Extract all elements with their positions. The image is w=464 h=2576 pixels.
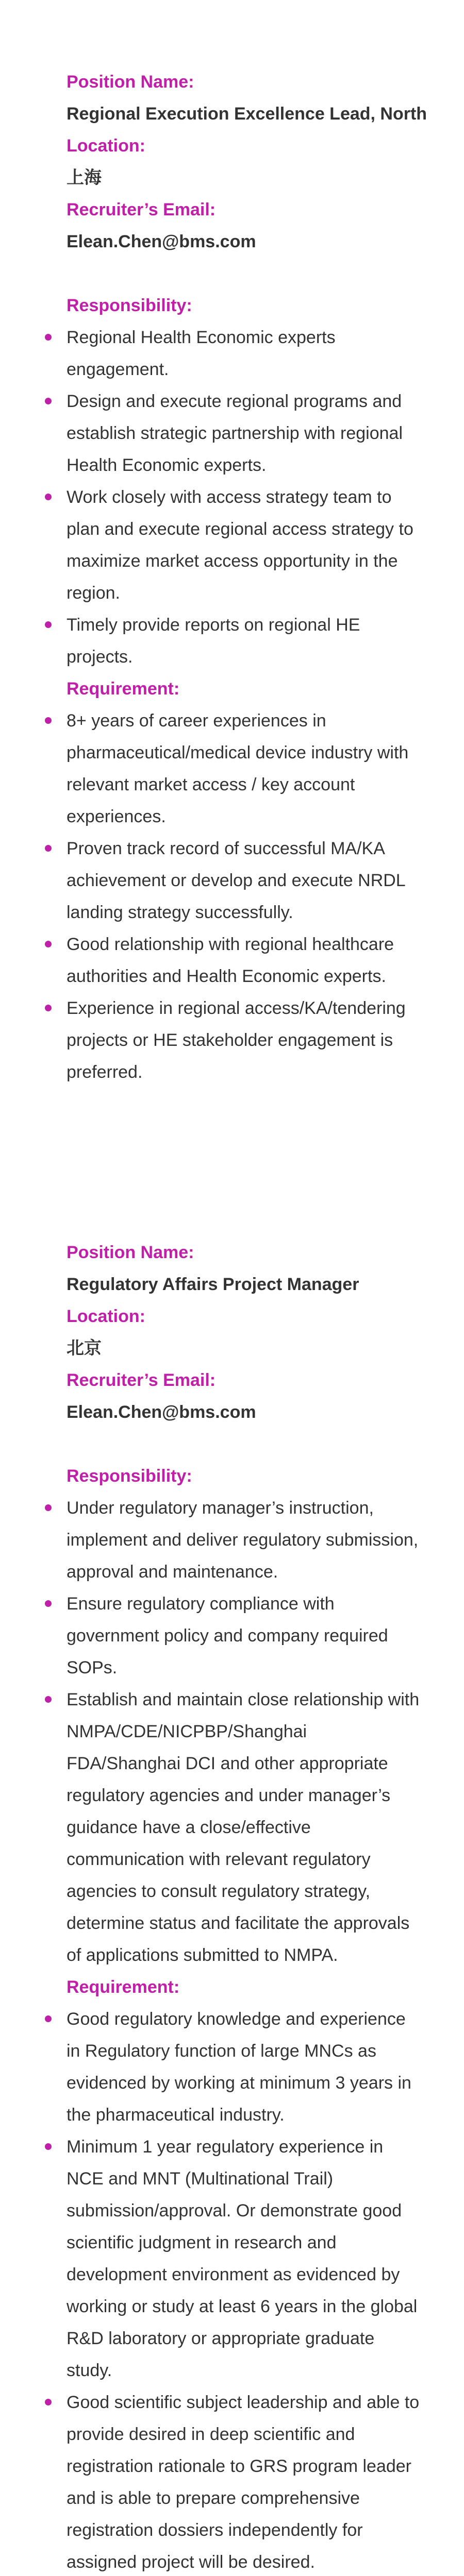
location-value: 上海 bbox=[67, 168, 102, 188]
position-name-value: Regional Execution Excellence Lead, North bbox=[67, 104, 427, 124]
recruiter-email-value: Elean.Chen@bms.com bbox=[67, 1402, 256, 1422]
requirement-item: Experience in regional access/KA/tendering projects or HE stakeholder engagement is preferred. bbox=[67, 992, 422, 1088]
requirement-list bbox=[0, 705, 464, 1088]
responsibility-label: Responsibility: bbox=[67, 1466, 192, 1486]
requirement-item: Good scientific subject leadership and able to provide desired in deep scientific and registration rationale to GRS program leader and is able to prepare comprehensive registration dossiers independently for assigned project will be desired. bbox=[67, 2386, 422, 2576]
responsibility-item: Establish and maintain close relationship with NMPA/CDE/NICPBP/Shanghai FDA/Shanghai DCI and other appropriate regulatory agencies and under manager’s guidance have a close/effective communication with relevant regulatory agencies to consult regulatory strategy, determine status and facilitate the approvals of applications submitted to NMPA. bbox=[67, 1684, 422, 1971]
position-name-label: Position Name: bbox=[67, 1243, 194, 1262]
location-label: Location: bbox=[67, 136, 145, 156]
responsibility-item: Timely provide reports on regional HE projects. bbox=[67, 609, 422, 673]
responsibility-label: Responsibility: bbox=[67, 296, 192, 315]
recruiter-email-label: Recruiter’s Email: bbox=[67, 200, 216, 219]
responsibility-list bbox=[0, 1492, 464, 1971]
responsibility-item: Design and execute regional programs and establish strategic partnership with regional Health Economic experts. bbox=[67, 385, 422, 481]
responsibility-item: Regional Health Economic experts engagement. bbox=[67, 321, 422, 385]
location-label: Location: bbox=[67, 1307, 145, 1326]
requirement-item: Good regulatory knowledge and experience in Regulatory function of large MNCs as evidenced by working at minimum 3 years in the pharmaceutical industry. bbox=[67, 2003, 422, 2131]
responsibility-item: Under regulatory manager’s instruction, implement and deliver regulatory submission, approval and maintenance. bbox=[67, 1492, 422, 1588]
location-value: 北京 bbox=[67, 1338, 102, 1358]
responsibility-item: Work closely with access strategy team to plan and execute regional access strategy to maximize market access opportunity in the region. bbox=[67, 481, 422, 609]
requirement-item: 8+ years of career experiences in pharmaceutical/medical device industry with relevant market access / key account experiences. bbox=[67, 705, 422, 833]
recruiter-email-value: Elean.Chen@bms.com bbox=[67, 232, 256, 251]
requirement-item: Minimum 1 year regulatory experience in NCE and MNT (Multinational Trail) submission/approval. Or demonstrate good scientific judgment in research and development environment as evidenced by working or study at least 6 years in the global R&D laboratory or appropriate graduate study. bbox=[67, 2131, 422, 2386]
job-posting-1 bbox=[0, 66, 464, 1088]
requirement-label: Requirement: bbox=[67, 1977, 180, 1997]
requirement-list bbox=[0, 2003, 464, 2576]
position-name-value: Regulatory Affairs Project Manager bbox=[67, 1275, 359, 1294]
requirement-item: Proven track record of successful MA/KA achievement or develop and execute NRDL landing strategy successfully. bbox=[67, 833, 422, 928]
responsibility-item: Ensure regulatory compliance with government policy and company required SOPs. bbox=[67, 1588, 422, 1684]
job-posting-2 bbox=[0, 1236, 464, 2576]
requirement-label: Requirement: bbox=[67, 679, 180, 699]
position-name-label: Position Name: bbox=[67, 72, 194, 92]
requirement-item: Good relationship with regional healthcare authorities and Health Economic experts. bbox=[67, 928, 422, 992]
responsibility-list bbox=[0, 321, 464, 673]
recruiter-email-label: Recruiter’s Email: bbox=[67, 1370, 216, 1390]
